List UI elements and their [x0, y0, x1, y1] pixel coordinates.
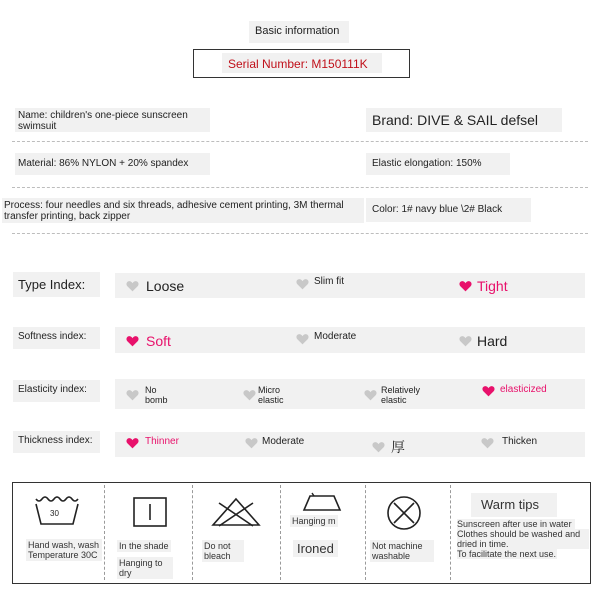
elastic-field: [366, 153, 510, 175]
color-text: Color: 1# navy blue \2# Black: [372, 204, 503, 215]
serial-number: Serial Number: M150111K: [228, 57, 368, 71]
warm-tips-title-box: [471, 493, 557, 517]
shade-label: In the shade: [119, 541, 169, 551]
heart-icon: [296, 333, 309, 345]
thickness-option-thinner: [126, 437, 179, 449]
name-field: [15, 108, 210, 132]
warm-tips-list: [457, 519, 589, 559]
bleach-label: Do not bleach: [202, 540, 244, 562]
heart-icon: [459, 335, 472, 347]
thickness-option-thick: [372, 437, 405, 457]
shade-dry-icon: [133, 497, 167, 532]
hand-wash-icon: [33, 495, 81, 527]
heart-icon: [245, 437, 258, 449]
thickness-option-label: Thicken: [502, 435, 538, 447]
section-title: Basic information: [255, 25, 340, 37]
softness-index-label-box: [13, 327, 100, 349]
thickness-option-label: Moderate: [262, 435, 305, 447]
heart-selected-icon: [126, 335, 139, 347]
tip-line: To facilitate the next use.: [457, 549, 557, 559]
thickness-option-moderate: [245, 437, 304, 449]
heart-icon: [481, 437, 494, 449]
type-index-label: Type Index:: [18, 277, 86, 292]
no-machine-wash-icon: [386, 495, 422, 536]
heart-icon: [126, 389, 139, 401]
elastic-text: Elastic elongation: 150%: [372, 158, 482, 169]
tip-line: Sunscreen after use in water: [457, 519, 575, 529]
type-option-slim: [296, 275, 344, 290]
thickness-option-thicken: [481, 437, 537, 449]
elasticity-option-label: Micro elastic: [258, 385, 284, 405]
serial-number-box: [193, 49, 410, 78]
thickness-index-label: Thickness index:: [18, 435, 93, 446]
elasticity-index-label: Elasticity index:: [18, 384, 87, 395]
divider: [12, 187, 588, 188]
heart-selected-icon: [482, 385, 495, 397]
elasticity-option-micro: [243, 385, 294, 405]
heart-icon: [126, 280, 139, 292]
elasticity-option-label: Relatively elastic: [381, 385, 421, 405]
hanging-label: Hanging m: [290, 515, 338, 527]
softness-option-moderate: [296, 330, 357, 345]
elasticity-option-no-bomb: [126, 385, 177, 405]
divider: [12, 141, 588, 142]
elasticity-option-label: elasticized: [500, 383, 547, 395]
heart-icon: [364, 389, 377, 401]
ironed-label: Ironed: [293, 540, 338, 557]
thickness-option-label: Thinner: [145, 435, 179, 447]
wash-label: Hand wash, wash Temperature 30C: [26, 539, 102, 561]
material-text: Material: 86% NYLON + 20% spandex: [18, 158, 189, 169]
tip-line: Clothes should be washed and dried in time.: [457, 529, 589, 549]
thickness-option-label: 厚: [391, 439, 405, 455]
no-bleach-icon: [211, 497, 261, 532]
softness-option-label: Moderate: [314, 330, 357, 342]
process-field: [2, 198, 364, 223]
warm-tips-title: Warm tips: [481, 497, 540, 512]
heart-icon: [243, 389, 256, 401]
section-title-box: [249, 21, 349, 43]
heart-icon: [296, 278, 309, 290]
elasticity-option-label: No bomb: [145, 385, 168, 405]
softness-option-label: Soft: [146, 333, 171, 349]
type-option-label: Slim fit: [314, 275, 344, 287]
machine-label: Not machine washable: [370, 540, 434, 562]
type-option-loose: [126, 278, 184, 294]
brand-text: Brand: DIVE & SAIL defsel: [372, 112, 539, 128]
elasticity-option-elasticized: [482, 385, 547, 397]
elasticity-index-label-box: [13, 380, 100, 402]
softness-index-label: Softness index:: [18, 331, 87, 342]
heart-selected-icon: [459, 280, 472, 292]
color-field: [366, 198, 531, 222]
process-text: Process: four needles and six threads, adhesive cement printing, 3M thermal transfer printing, back zipper: [4, 200, 344, 222]
softness-option-label: Hard: [477, 333, 508, 349]
type-option-label: Loose: [146, 278, 185, 294]
hang-dry-label: Hanging to dry: [117, 557, 173, 579]
heart-selected-icon: [126, 437, 139, 449]
wash-temperature: 30: [50, 509, 59, 518]
name-text: Name: children's one-piece sunscreen swimsuit: [18, 110, 188, 132]
softness-option-soft: [126, 333, 171, 349]
elasticity-option-relatively: [364, 385, 431, 405]
type-option-label: Tight: [477, 278, 508, 294]
type-index-bar: [115, 273, 585, 298]
material-field: [15, 153, 210, 175]
type-option-tight: [459, 278, 508, 294]
divider: [12, 233, 588, 234]
thickness-index-label-box: [13, 431, 100, 453]
heart-icon: [372, 441, 385, 453]
softness-option-hard: [459, 333, 507, 349]
brand-field: [366, 108, 562, 132]
type-index-label-box: [13, 272, 100, 297]
